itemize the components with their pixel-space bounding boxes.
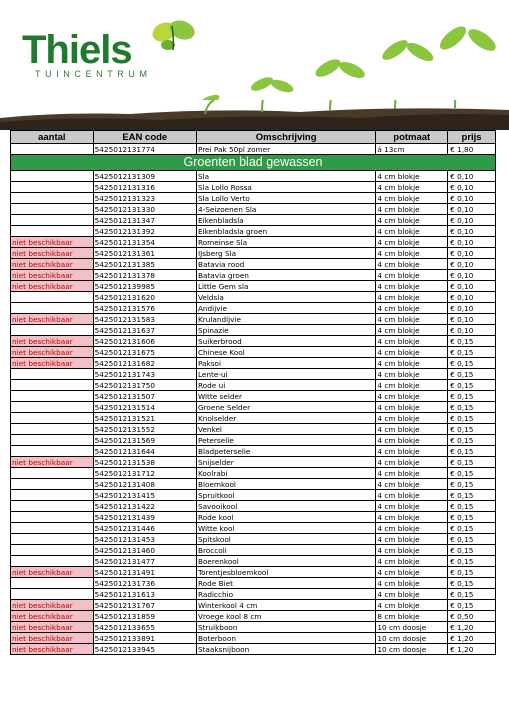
table-row	[11, 556, 496, 567]
cell-ean: 5425012133891	[93, 633, 196, 644]
cell-price: € 0,15	[448, 567, 496, 578]
cell-description: Batavia rood	[196, 259, 375, 270]
cell-aantal[interactable]: niet beschikbaar	[11, 314, 94, 325]
cell-price: € 0,15	[448, 490, 496, 501]
soil-seedlings-graphic	[0, 100, 509, 130]
cell-potmaat: 4 cm blokje	[376, 369, 448, 380]
table-row	[11, 336, 496, 347]
cell-aantal[interactable]: niet beschikbaar	[11, 259, 94, 270]
cell-aantal[interactable]	[11, 490, 94, 501]
cell-price: € 0,10	[448, 325, 496, 336]
cell-description: Witte selder	[196, 391, 375, 402]
cell-potmaat: 4 cm blokje	[376, 193, 448, 204]
price-list-table	[10, 130, 496, 655]
section-title: Groenten blad gewassen	[11, 155, 496, 171]
table-row	[11, 144, 496, 155]
cell-aantal[interactable]	[11, 545, 94, 556]
cell-description: Struikboon	[196, 622, 375, 633]
table-row	[11, 391, 496, 402]
cell-aantal[interactable]: niet beschikbaar	[11, 457, 94, 468]
table-row	[11, 248, 496, 259]
cell-price: € 0,10	[448, 303, 496, 314]
cell-aantal[interactable]	[11, 556, 94, 567]
cell-description: Sla Lollo Verto	[196, 193, 375, 204]
cell-price: € 0,10	[448, 292, 496, 303]
table-row	[11, 435, 496, 446]
cell-description: Torentjesbloemkool	[196, 567, 375, 578]
cell-ean: 5425012131552	[93, 424, 196, 435]
cell-description: Suikerbrood	[196, 336, 375, 347]
cell-description: Krulandijvie	[196, 314, 375, 325]
column-header-prijs: prijs	[448, 131, 496, 144]
cell-potmaat: 10 cm doosje	[376, 622, 448, 633]
cell-potmaat: 4 cm blokje	[376, 490, 448, 501]
cell-aantal[interactable]	[11, 424, 94, 435]
cell-potmaat: 4 cm blokje	[376, 270, 448, 281]
cell-description: Boerenkool	[196, 556, 375, 567]
cell-ean: 5425012131620	[93, 292, 196, 303]
cell-price: € 0,15	[448, 424, 496, 435]
cell-potmaat: 10 cm doosje	[376, 633, 448, 644]
cell-price: € 0,15	[448, 523, 496, 534]
table-row	[11, 215, 496, 226]
cell-potmaat: 4 cm blokje	[376, 325, 448, 336]
cell-description: 4-Seizoenen Sla	[196, 204, 375, 215]
cell-potmaat: 4 cm blokje	[376, 512, 448, 523]
cell-ean: 5425012131521	[93, 413, 196, 424]
cell-ean: 5425012131453	[93, 534, 196, 545]
table-row	[11, 171, 496, 182]
cell-description: Veldsla	[196, 292, 375, 303]
cell-ean: 5425012131323	[93, 193, 196, 204]
cell-aantal[interactable]	[11, 215, 94, 226]
cell-potmaat: 4 cm blokje	[376, 567, 448, 578]
table-row	[11, 226, 496, 237]
cell-price: € 0,15	[448, 435, 496, 446]
cell-price: € 0,10	[448, 248, 496, 259]
cell-price: € 0,10	[448, 281, 496, 292]
cell-aantal[interactable]	[11, 182, 94, 193]
cell-description: Batavia groen	[196, 270, 375, 281]
page-header	[0, 0, 509, 130]
table-row	[11, 578, 496, 589]
table-row	[11, 281, 496, 292]
cell-ean: 5425012131514	[93, 402, 196, 413]
cell-aantal[interactable]	[11, 468, 94, 479]
table-row	[11, 292, 496, 303]
cell-description: Andijvie	[196, 303, 375, 314]
cell-price: € 0,10	[448, 171, 496, 182]
cell-aantal[interactable]	[11, 171, 94, 182]
cell-ean: 5425012131750	[93, 380, 196, 391]
cell-aantal[interactable]	[11, 446, 94, 457]
table-row	[11, 303, 496, 314]
cell-ean: 5425012131644	[93, 446, 196, 457]
cell-description: Lente-ui	[196, 369, 375, 380]
cell-aantal[interactable]	[11, 534, 94, 545]
cell-potmaat: 4 cm blokje	[376, 446, 448, 457]
table-row	[11, 589, 496, 600]
cell-ean: 5425012131422	[93, 501, 196, 512]
cell-ean: 5425012133945	[93, 644, 196, 655]
cell-description: IJsberg Sla	[196, 248, 375, 259]
cell-aantal[interactable]	[11, 435, 94, 446]
cell-price: € 0,15	[448, 556, 496, 567]
cell-aantal[interactable]	[11, 501, 94, 512]
cell-potmaat: 4 cm blokje	[376, 314, 448, 325]
table-row	[11, 501, 496, 512]
cell-aantal[interactable]	[11, 193, 94, 204]
cell-price: € 0,15	[448, 545, 496, 556]
cell-potmaat: 4 cm blokje	[376, 303, 448, 314]
cell-description: Boterboon	[196, 633, 375, 644]
table-row	[11, 622, 496, 633]
cell-potmaat: 4 cm blokje	[376, 237, 448, 248]
cell-description: Winterkool 4 cm	[196, 600, 375, 611]
cell-ean: 5425012131361	[93, 248, 196, 259]
cell-price: € 1,20	[448, 622, 496, 633]
table-row	[11, 468, 496, 479]
cell-description: Little Gem sla	[196, 281, 375, 292]
cell-description: Romeinse Sla	[196, 237, 375, 248]
cell-aantal[interactable]: niet beschikbaar	[11, 281, 94, 292]
cell-description: Koolrabi	[196, 468, 375, 479]
cell-aantal[interactable]	[11, 523, 94, 534]
table-row	[11, 413, 496, 424]
cell-aantal[interactable]: niet beschikbaar	[11, 622, 94, 633]
cell-potmaat: 4 cm blokje	[376, 226, 448, 237]
cell-description: Rode kool	[196, 512, 375, 523]
cell-price: € 0,10	[448, 259, 496, 270]
cell-ean: 5425012131415	[93, 490, 196, 501]
cell-ean: 5425012131354	[93, 237, 196, 248]
cell-description: Peterselie	[196, 435, 375, 446]
cell-potmaat: 4 cm blokje	[376, 215, 448, 226]
column-header-ean: EAN code	[93, 131, 196, 144]
cell-aantal[interactable]	[11, 204, 94, 215]
cell-price: € 0,15	[448, 446, 496, 457]
cell-potmaat: á 13cm	[376, 144, 448, 155]
cell-aantal[interactable]: niet beschikbaar	[11, 644, 94, 655]
cell-ean: 5425012131309	[93, 171, 196, 182]
cell-potmaat: 4 cm blokje	[376, 248, 448, 259]
cell-price: € 0,15	[448, 512, 496, 523]
cell-ean: 5425012131330	[93, 204, 196, 215]
cell-ean: 5425012131477	[93, 556, 196, 567]
cell-potmaat: 4 cm blokje	[376, 479, 448, 490]
table-row	[11, 325, 496, 336]
cell-ean: 5425012131613	[93, 589, 196, 600]
table-row	[11, 193, 496, 204]
cell-aantal[interactable]	[11, 589, 94, 600]
cell-potmaat: 4 cm blokje	[376, 534, 448, 545]
cell-aantal[interactable]	[11, 578, 94, 589]
cell-description: Spruitkool	[196, 490, 375, 501]
cell-price: € 0,15	[448, 578, 496, 589]
cell-price: € 0,15	[448, 479, 496, 490]
cell-description: Sla	[196, 171, 375, 182]
cell-potmaat: 4 cm blokje	[376, 457, 448, 468]
cell-aantal[interactable]: niet beschikbaar	[11, 600, 94, 611]
cell-aantal[interactable]: niet beschikbaar	[11, 270, 94, 281]
cell-potmaat: 4 cm blokje	[376, 281, 448, 292]
cell-aantal[interactable]	[11, 391, 94, 402]
cell-aantal[interactable]	[11, 380, 94, 391]
cell-ean: 5425012131736	[93, 578, 196, 589]
cell-description: Prei Pak 50pl zomer	[196, 144, 375, 155]
table-row	[11, 314, 496, 325]
cell-ean: 5425012131385	[93, 259, 196, 270]
cell-price: € 0,10	[448, 270, 496, 281]
cell-aantal[interactable]	[11, 292, 94, 303]
cell-aantal[interactable]	[11, 512, 94, 523]
cell-ean: 5425012131446	[93, 523, 196, 534]
cell-ean: 5425012131569	[93, 435, 196, 446]
cell-aantal[interactable]: niet beschikbaar	[11, 347, 94, 358]
cell-potmaat: 4 cm blokje	[376, 600, 448, 611]
cell-aantal[interactable]: niet beschikbaar	[11, 567, 94, 578]
cell-potmaat: 4 cm blokje	[376, 336, 448, 347]
brand-logo: Thiels	[22, 28, 132, 72]
cell-price: € 0,15	[448, 391, 496, 402]
cell-aantal[interactable]: niet beschikbaar	[11, 237, 94, 248]
cell-price: € 0,15	[448, 369, 496, 380]
cell-aantal[interactable]: niet beschikbaar	[11, 248, 94, 259]
cell-aantal[interactable]	[11, 144, 94, 155]
cell-aantal[interactable]	[11, 226, 94, 237]
cell-price: € 0,10	[448, 226, 496, 237]
cell-potmaat: 4 cm blokje	[376, 347, 448, 358]
cell-description: Knolselder	[196, 413, 375, 424]
cell-aantal[interactable]: niet beschikbaar	[11, 633, 94, 644]
cell-potmaat: 4 cm blokje	[376, 578, 448, 589]
cell-potmaat: 4 cm blokje	[376, 501, 448, 512]
cell-ean: 5425012131576	[93, 303, 196, 314]
cell-price: € 1,20	[448, 633, 496, 644]
cell-potmaat: 4 cm blokje	[376, 292, 448, 303]
cell-description: Bladpeterselie	[196, 446, 375, 457]
cell-ean: 5425012131675	[93, 347, 196, 358]
cell-description: Sla Lollo Rossa	[196, 182, 375, 193]
cell-ean: 5425012131378	[93, 270, 196, 281]
cell-potmaat: 4 cm blokje	[376, 182, 448, 193]
table-row	[11, 523, 496, 534]
table-row	[11, 611, 496, 622]
section-header-row	[11, 155, 496, 171]
cell-ean: 5425012131491	[93, 567, 196, 578]
cell-ean: 5425012131606	[93, 336, 196, 347]
cell-aantal[interactable]: niet beschikbaar	[11, 358, 94, 369]
cell-description: Broccoli	[196, 545, 375, 556]
cell-price: € 0,15	[448, 501, 496, 512]
cell-potmaat: 4 cm blokje	[376, 391, 448, 402]
cell-aantal[interactable]	[11, 413, 94, 424]
cell-ean: 5425012131637	[93, 325, 196, 336]
cell-ean: 5425012131538	[93, 457, 196, 468]
cell-description: Rode Biet	[196, 578, 375, 589]
cell-potmaat: 4 cm blokje	[376, 468, 448, 479]
table-row	[11, 600, 496, 611]
cell-description: Bloemkool	[196, 479, 375, 490]
cell-description: Chinese Kool	[196, 347, 375, 358]
cell-aantal[interactable]: niet beschikbaar	[11, 336, 94, 347]
cell-ean: 5425012131859	[93, 611, 196, 622]
table-row	[11, 512, 496, 523]
cell-ean: 5425012131507	[93, 391, 196, 402]
cell-description: Spitskool	[196, 534, 375, 545]
cell-potmaat: 4 cm blokje	[376, 402, 448, 413]
cell-ean: 5425012131347	[93, 215, 196, 226]
table-row	[11, 457, 496, 468]
cell-price: € 0,50	[448, 611, 496, 622]
cell-price: € 0,10	[448, 182, 496, 193]
cell-ean: 5425012131712	[93, 468, 196, 479]
table-row	[11, 358, 496, 369]
cell-ean: 5425012139985	[93, 281, 196, 292]
cell-ean: 5425012131392	[93, 226, 196, 237]
table-row	[11, 424, 496, 435]
cell-description: Witte kool	[196, 523, 375, 534]
cell-description: Eikenbladsla groen	[196, 226, 375, 237]
table-row	[11, 380, 496, 391]
table-row	[11, 204, 496, 215]
table-row	[11, 490, 496, 501]
cell-ean: 5425012133655	[93, 622, 196, 633]
cell-potmaat: 8 cm blokje	[376, 611, 448, 622]
table-row	[11, 402, 496, 413]
table-row	[11, 237, 496, 248]
cell-description: Staaksnijboon	[196, 644, 375, 655]
cell-potmaat: 4 cm blokje	[376, 413, 448, 424]
table-row	[11, 446, 496, 457]
cell-potmaat: 4 cm blokje	[376, 380, 448, 391]
cell-potmaat: 4 cm blokje	[376, 523, 448, 534]
table-row	[11, 644, 496, 655]
cell-aantal[interactable]: niet beschikbaar	[11, 611, 94, 622]
column-header-potmaat: potmaat	[376, 131, 448, 144]
cell-description: Savooikool	[196, 501, 375, 512]
cell-potmaat: 4 cm blokje	[376, 171, 448, 182]
cell-ean: 5425012131767	[93, 600, 196, 611]
cell-price: € 0,15	[448, 380, 496, 391]
table-row	[11, 259, 496, 270]
table-row	[11, 633, 496, 644]
table-row	[11, 270, 496, 281]
cell-ean: 5425012131439	[93, 512, 196, 523]
cell-price: € 0,15	[448, 534, 496, 545]
cell-description: Vroege kool 8 cm	[196, 611, 375, 622]
table-row	[11, 545, 496, 556]
cell-price: € 0,10	[448, 215, 496, 226]
cell-description: Venkel	[196, 424, 375, 435]
cell-price: € 0,15	[448, 468, 496, 479]
cell-aantal[interactable]	[11, 369, 94, 380]
cell-ean: 5425012131743	[93, 369, 196, 380]
cell-price: € 0,15	[448, 413, 496, 424]
table-row	[11, 347, 496, 358]
cell-description: Snijselder	[196, 457, 375, 468]
cell-price: € 0,15	[448, 336, 496, 347]
cell-description: Spinazie	[196, 325, 375, 336]
cell-price: € 0,10	[448, 314, 496, 325]
cell-ean: 5425012131408	[93, 479, 196, 490]
cell-ean: 5425012131316	[93, 182, 196, 193]
cell-aantal[interactable]	[11, 479, 94, 490]
table-row	[11, 567, 496, 578]
table-header-row	[11, 131, 496, 144]
brand-tagline: TUINCENTRUM	[35, 69, 152, 79]
cell-potmaat: 10 cm doosje	[376, 644, 448, 655]
column-header-omschrijving: Omschrijving	[196, 131, 375, 144]
cell-potmaat: 4 cm blokje	[376, 589, 448, 600]
cell-price: € 0,15	[448, 347, 496, 358]
cell-price: € 0,15	[448, 358, 496, 369]
cell-description: Groene Selder	[196, 402, 375, 413]
table-row	[11, 182, 496, 193]
cell-price: € 0,10	[448, 237, 496, 248]
cell-price: € 0,15	[448, 457, 496, 468]
cell-aantal[interactable]	[11, 325, 94, 336]
cell-price: € 1,80	[448, 144, 496, 155]
cell-potmaat: 4 cm blokje	[376, 204, 448, 215]
cell-description: Eikenbladsla	[196, 215, 375, 226]
table-row	[11, 534, 496, 545]
cell-price: € 0,10	[448, 204, 496, 215]
cell-potmaat: 4 cm blokje	[376, 424, 448, 435]
table-row	[11, 479, 496, 490]
cell-potmaat: 4 cm blokje	[376, 556, 448, 567]
cell-description: Rode ui	[196, 380, 375, 391]
cell-ean: 5425012131460	[93, 545, 196, 556]
cell-price: € 0,15	[448, 402, 496, 413]
cell-description: Paksoi	[196, 358, 375, 369]
cell-potmaat: 4 cm blokje	[376, 435, 448, 446]
seedling-leaves-graphic	[0, 0, 509, 100]
cell-potmaat: 4 cm blokje	[376, 545, 448, 556]
cell-price: € 0,15	[448, 600, 496, 611]
cell-ean: 5425012131682	[93, 358, 196, 369]
cell-price: € 0,15	[448, 589, 496, 600]
cell-price: € 0,10	[448, 193, 496, 204]
cell-description: Radicchio	[196, 589, 375, 600]
cell-potmaat: 4 cm blokje	[376, 259, 448, 270]
cell-ean: 5425012131774	[93, 144, 196, 155]
cell-aantal[interactable]	[11, 402, 94, 413]
column-header-aantal: aantal	[11, 131, 94, 144]
cell-potmaat: 4 cm blokje	[376, 358, 448, 369]
cell-ean: 5425012131583	[93, 314, 196, 325]
cell-price: € 1,20	[448, 644, 496, 655]
table-row	[11, 369, 496, 380]
cell-aantal[interactable]	[11, 303, 94, 314]
